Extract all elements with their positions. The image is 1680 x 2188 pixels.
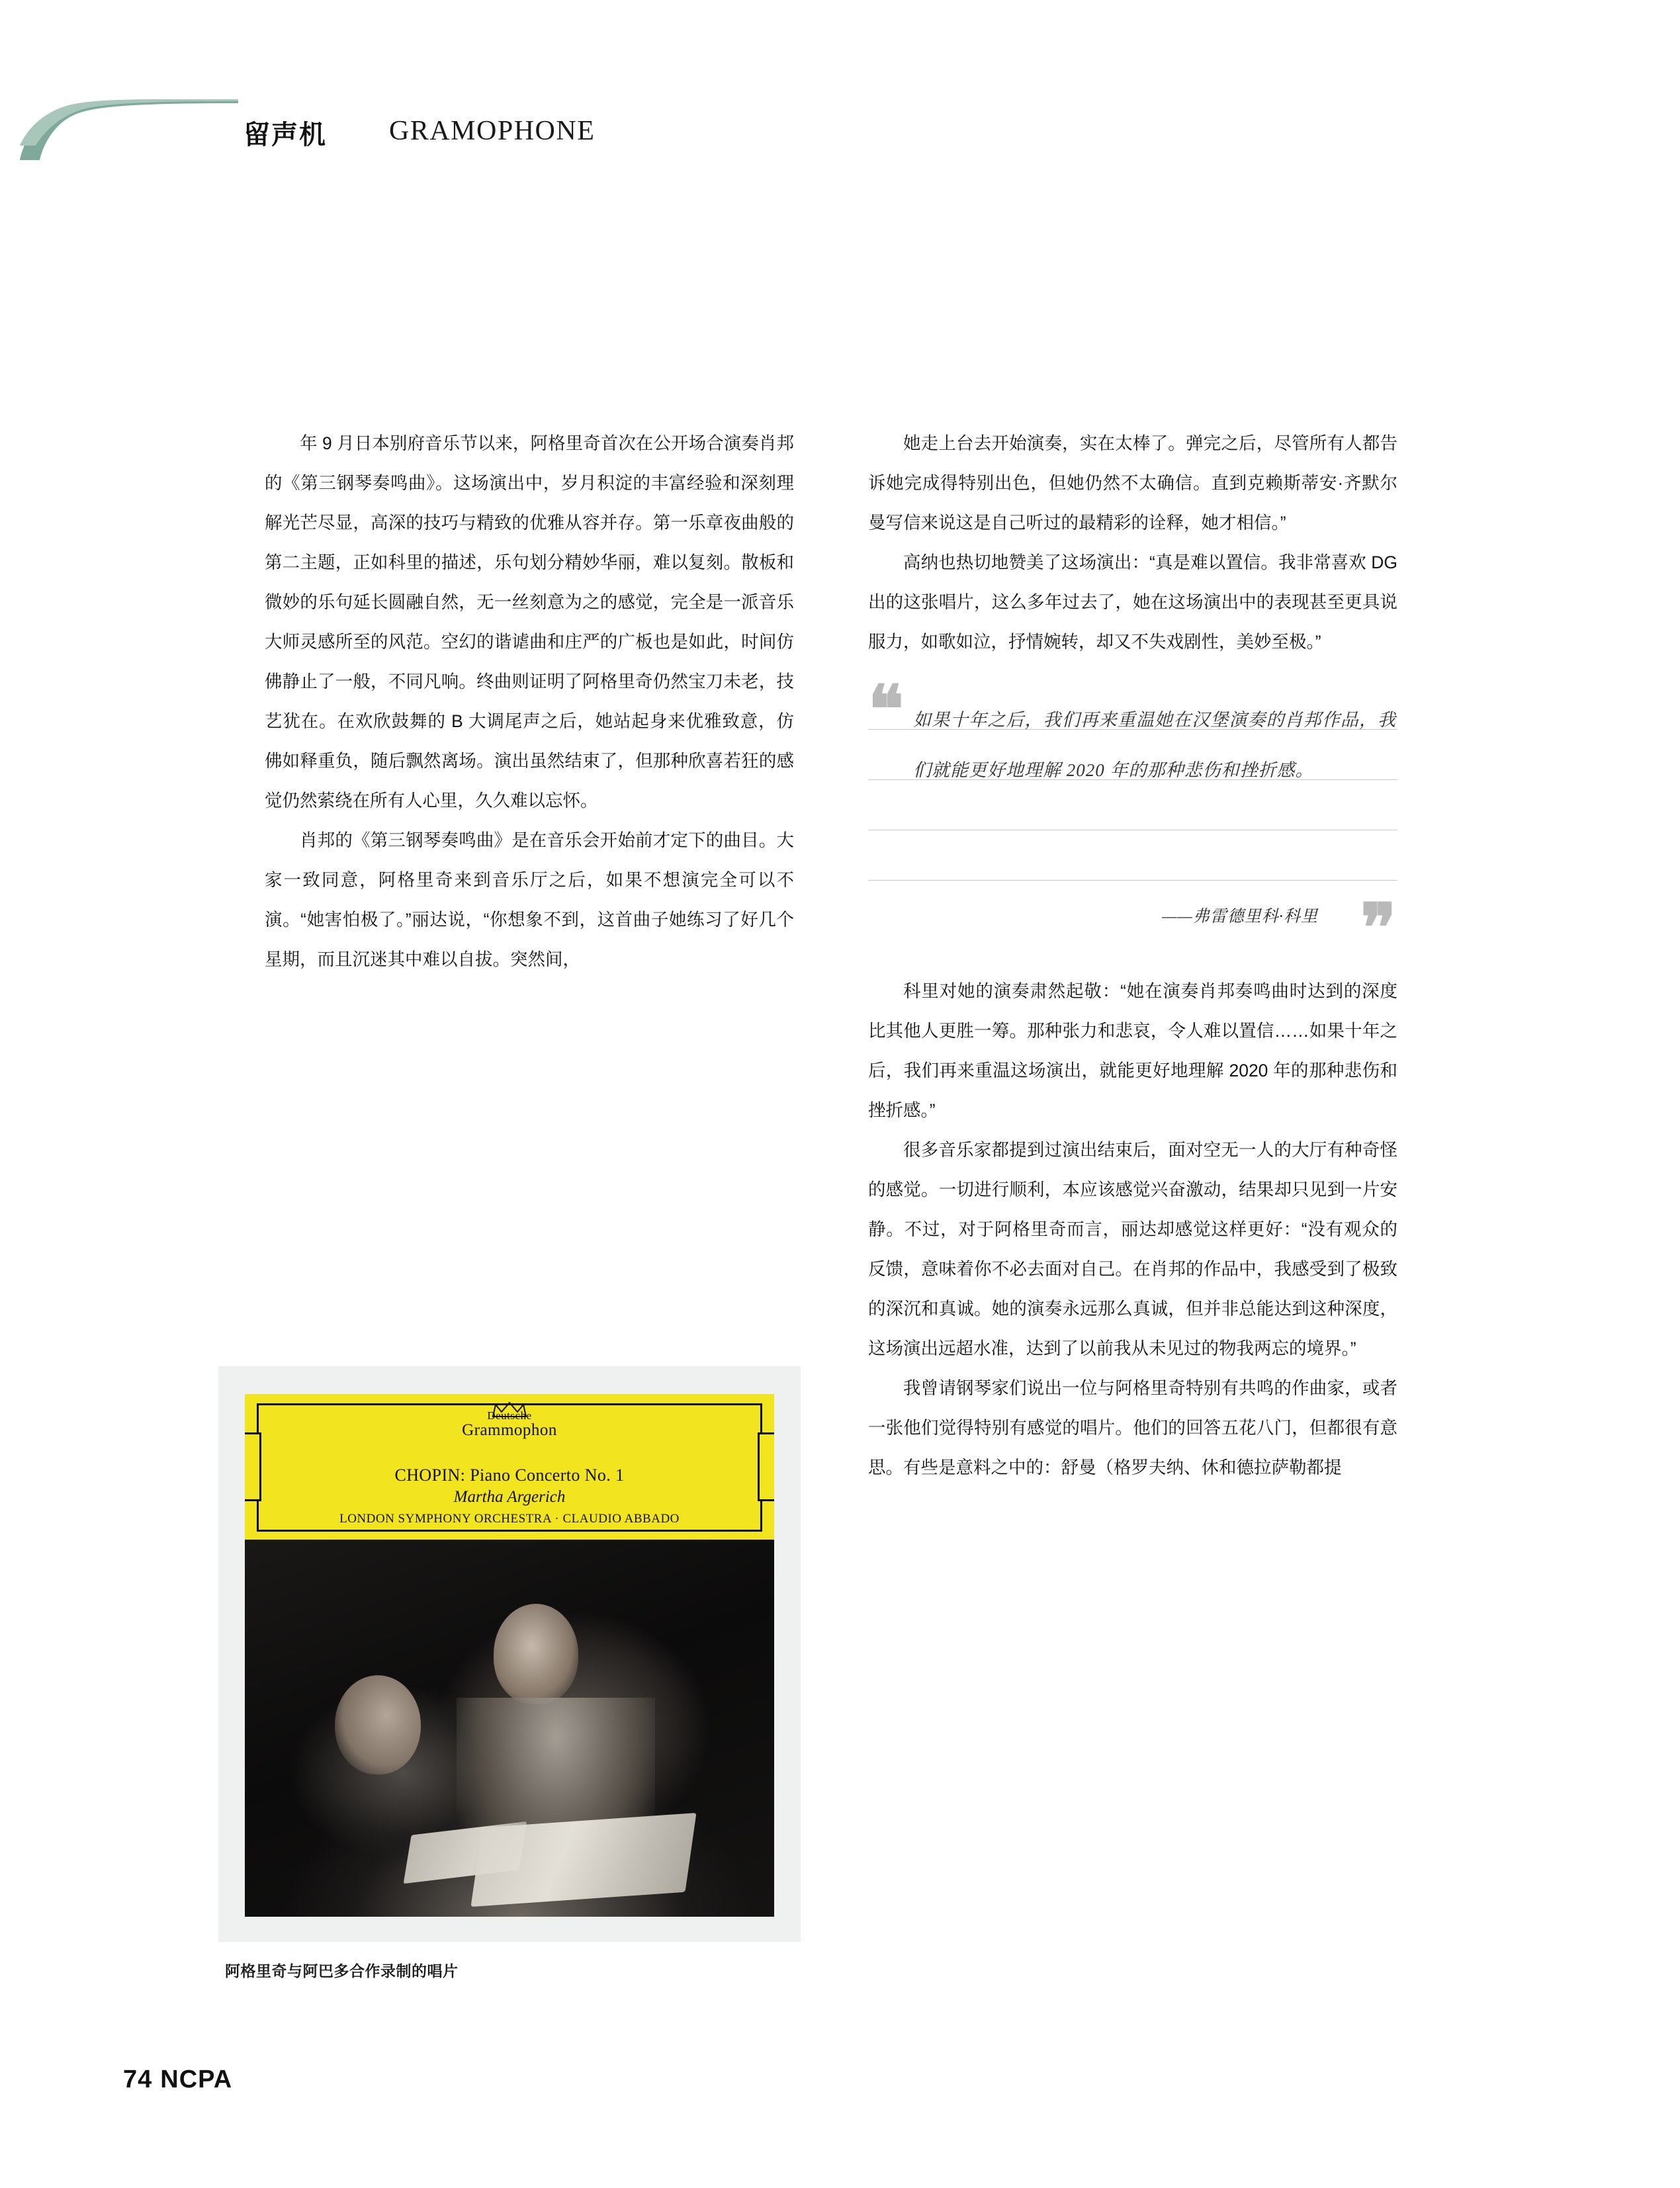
album-cover-image [245,1394,774,1917]
label-brand-small: Deutsche [487,1409,532,1422]
quote-close-icon: ❞ [1360,892,1396,965]
paragraph: 她走上台去开始演奏，实在太棒了。弹完之后，尽管所有人都告诉她完成得特别出色，但她仍然不太确信。直到克赖斯蒂安·齐默尔曼写信来说这是自己听过的最精彩的诠释，她才相信。” [868,433,1397,533]
label-brand [245,1409,774,1438]
paragraph: 科里对她的演奏肃然起敬：“她在演奏肖邦奏鸣曲时达到的深度比其他人更胜一筹。那种张力和悲哀，令人难以置信……如果十年之后，我们再来重温这场演出，就能更好地理解 2020 年的那种悲伤和挫折感。” [868,981,1397,1120]
album-photograph [245,1540,774,1917]
publication-name: NCPA [160,2066,233,2093]
pull-quote-text: 如果十年之后，我们再来重温她在汉堡演奏的肖邦作品，我们就能更好地理解 2020 年的那种悲伤和挫折感。 [913,710,1396,780]
masthead-swoosh-graphic [20,99,238,162]
masthead-logo-english: GRAMOPHONE [389,116,596,146]
quote-open-icon: ❝ [868,674,904,747]
album-title-block [245,1466,774,1526]
masthead [0,99,1680,179]
paragraph: 高纳也热切地赞美了这场演出：“真是难以置信。我非常喜欢 DG 出的这张唱片，这么多年过去了，她在这场演出中的表现甚至更具说服力，如歌如泣，抒情婉转，却又不失戏剧性，美妙至极。” [868,552,1397,652]
label-brand-big: Grammophon [462,1421,557,1439]
album-figure [218,1366,814,1981]
paragraph: 肖邦的《第三钢琴奏鸣曲》是在音乐会开始前才定下的曲目。大家一致同意，阿格里奇来到音乐厅之后，如果不想演完全可以不演。“她害怕极了。”丽达说，“你想象不到，这首曲子她练习了好几个星期，而且沉迷其中难以自拔。突然间， [265,830,794,969]
album-work-title: CHOPIN: Piano Concerto No. 1 [394,1466,625,1485]
album-ensemble: LONDON SYMPHONY ORCHESTRA · CLAUDIO ABBADO [339,1512,680,1526]
pull-quote-attribution: ——弗雷德里科·科里 [1162,908,1318,926]
album-artist: Martha Argerich [453,1488,566,1506]
article-left-column [265,423,794,979]
figure-caption: 阿格里奇与阿巴多合作录制的唱片 [225,1962,459,1980]
masthead-logo-chinese: 留声机 [243,120,327,150]
paragraph: 年 9 月日本别府音乐节以来，阿格里奇首次在公开场合演奏肖邦的《第三钢琴奏鸣曲》。这场演出中，岁月积淀的丰富经验和深刻理解光芒尽显，高深的技巧与精致的优雅从容并存。第一乐章夜曲般的第二主题，正如科里的描述，乐句划分精妙华丽，难以复刻。散板和微妙的乐句延长圆融自然，无一丝刻意为之的感觉，完全是一派音乐大师灵感所至的风范。空幻的谐谑曲和庄严的广板也是如此，时间仿佛静止了一般，不同凡响。终曲则证明了阿格里奇仍然宝刀未老，技艺犹在。在欢欣鼓舞的 B 大调尾声之后，她站起身来优雅致意，仿佛如释重负，随后飘然离场。演出虽然结束了，但那种欣喜若狂的感觉仍然萦绕在所有人心里，久久难以忘怀。 [265,433,794,810]
pull-quote [868,674,1397,965]
deutsche-grammophon-label-band [245,1394,774,1540]
page-number: 74 [123,2066,153,2093]
paragraph: 很多音乐家都提到过演出结束后，面对空无一人的大厅有种奇怪的感觉。一切进行顺利，本应该感觉兴奋激动，结果却只见到一片安静。不过，对于阿格里奇而言，丽达却感觉这样更好：“没有观众的反馈，意味着你不必去面对自己。在肖邦的作品中，我感受到了极致的深沉和真诚。她的演奏永远那么真诚，但并非总能达到这种深度，这场演出远超水准，达到了以前我从未见过的物我两忘的境界。” [868,1140,1397,1358]
article-right-column [868,423,1397,1487]
figure-frame [218,1366,801,1942]
paragraph: 我曾请钢琴家们说出一位与阿格里奇特别有共鸣的作曲家，或者一张他们觉得特别有感觉的唱片。他们的回答五花八门，但都很有意思。有些是意料之中的：舒曼（格罗夫纳、休和德拉萨勒都提 [868,1378,1397,1477]
page-folio [123,2066,232,2094]
